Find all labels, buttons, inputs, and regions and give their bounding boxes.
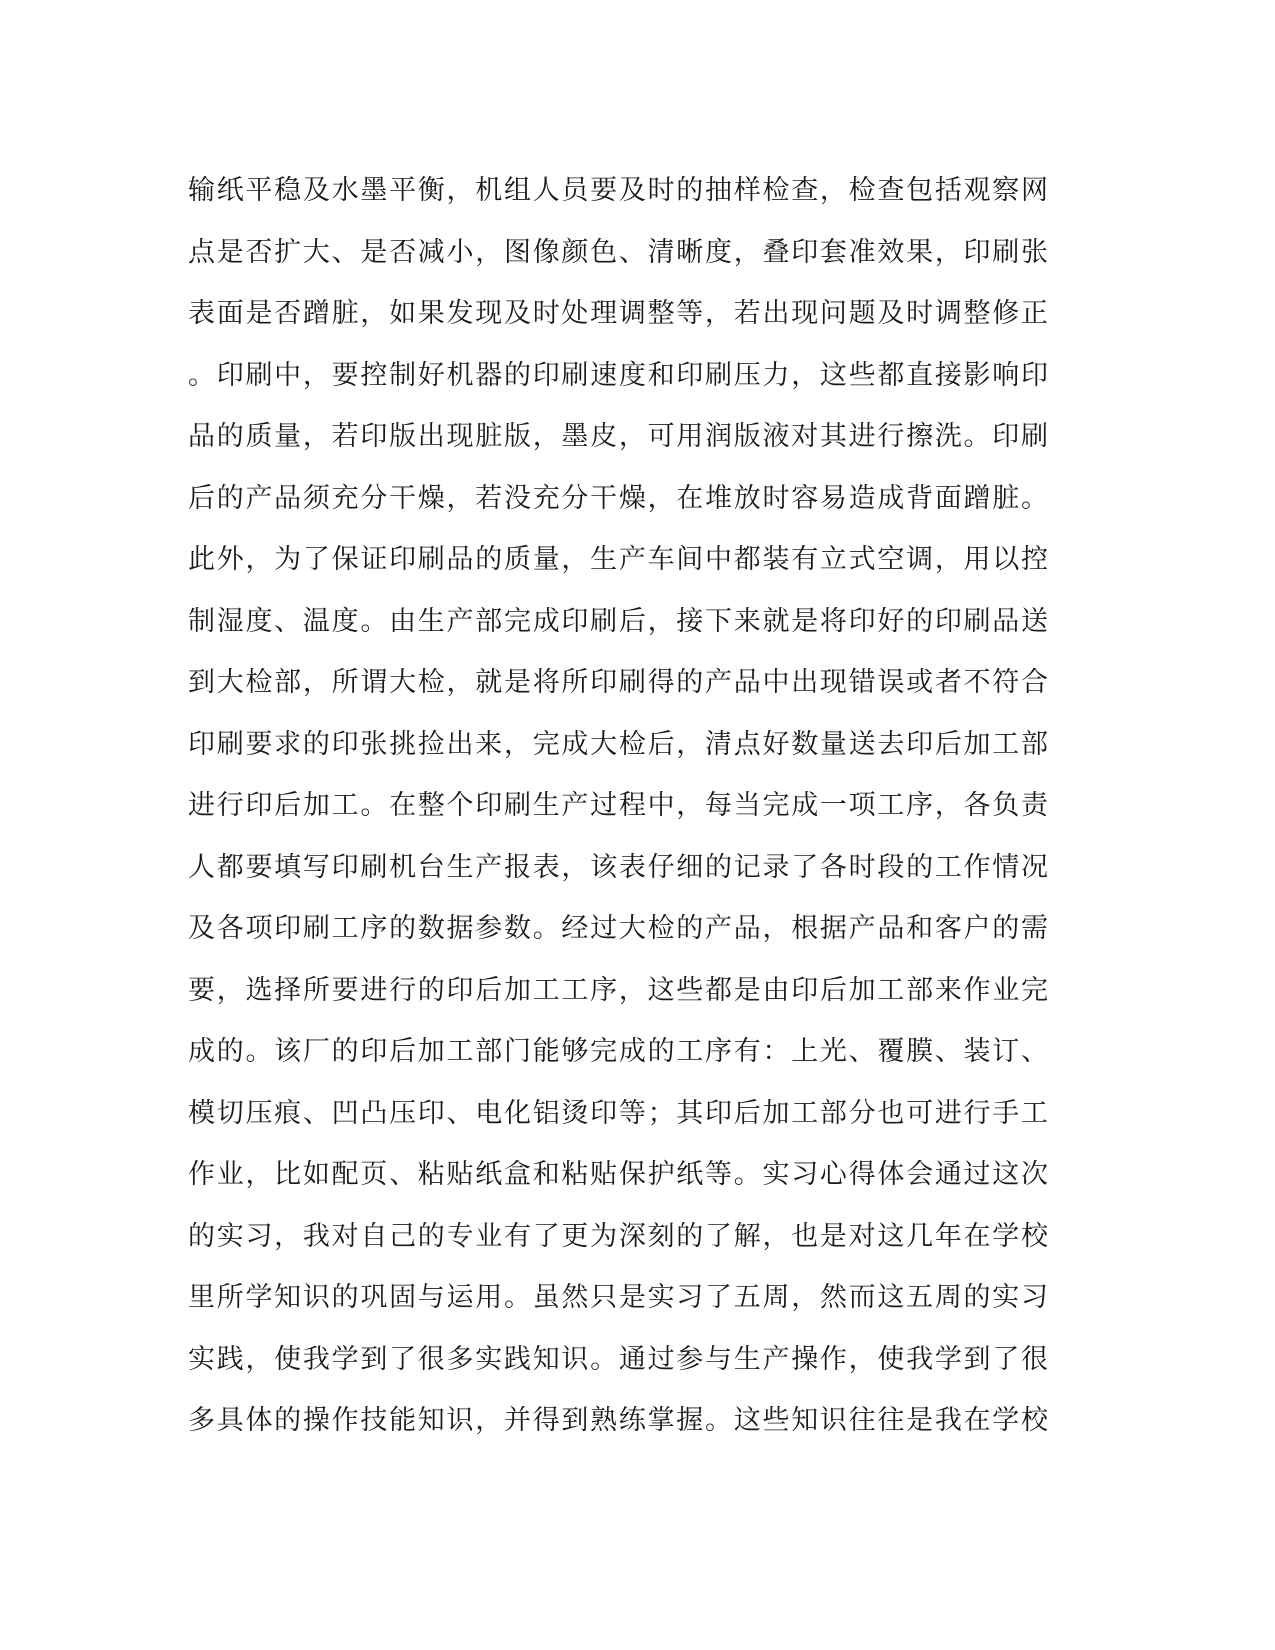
text-line: 表面是否蹭脏，如果发现及时处理调整等，若出现问题及时调整修正 [188,298,1048,329]
text-line: 模切压痕、凹凸压印、电化铝烫印等；其印后加工部分也可进行手工 [188,1097,1048,1129]
text-line: 输纸平稳及水墨平衡，机组人员要及时的抽样检查，检查包括观察网 [188,175,1048,206]
text-line: 进行印后加工。在整个印刷生产过程中，每当完成一项工序，各负责 [188,790,1048,821]
text-line: 点是否扩大、是否减小，图像颜色、清晰度，叠印套准效果，印刷张 [188,236,1048,268]
body-text [188,160,1048,1452]
text-line: 制湿度、温度。由生产部完成印刷后，接下来就是将印好的印刷品送 [188,605,1048,637]
text-line: 作业，比如配页、粘贴纸盒和粘贴保护纸等。实习心得体会通过这次 [188,1159,1048,1190]
text-line: 此外，为了保证印刷品的质量，生产车间中都装有立式空调，用以控 [188,544,1048,575]
text-line: 要，选择所要进行的印后加工工序，这些都是由印后加工部来作业完 [188,974,1048,1006]
text-line: 品的质量，若印版出现脏版，墨皮，可用润版液对其进行擦洗。印刷 [188,421,1048,452]
text-line: 印刷要求的印张挑捡出来，完成大检后，清点好数量送去印后加工部 [188,728,1048,760]
text-line: 到大检部，所谓大检，就是将所印刷得的产品中出现错误或者不符合 [188,667,1048,698]
text-line: 的实习，我对自己的专业有了更为深刻的了解，也是对这几年在学校 [188,1220,1048,1252]
text-line: 人都要填写印刷机台生产报表，该表仔细的记录了各时段的工作情况 [188,851,1048,883]
text-line: 实践，使我学到了很多实践知识。通过参与生产操作，使我学到了很 [188,1343,1048,1375]
text-line: 。印刷中，要控制好机器的印刷速度和印刷压力，这些都直接影响印 [188,359,1048,391]
text-line: 及各项印刷工序的数据参数。经过大检的产品，根据产品和客户的需 [188,913,1048,944]
text-line: 里所学知识的巩固与运用。虽然只是实习了五周，然而这五周的实习 [188,1282,1048,1313]
text-line: 成的。该厂的印后加工部门能够完成的工序有：上光、覆膜、装订、 [188,1036,1048,1067]
text-line: 多具体的操作技能知识，并得到熟练掌握。这些知识往往是我在学校 [188,1405,1048,1436]
text-line: 后的产品须充分干燥，若没充分干燥，在堆放时容易造成背面蹭脏。 [188,482,1048,514]
